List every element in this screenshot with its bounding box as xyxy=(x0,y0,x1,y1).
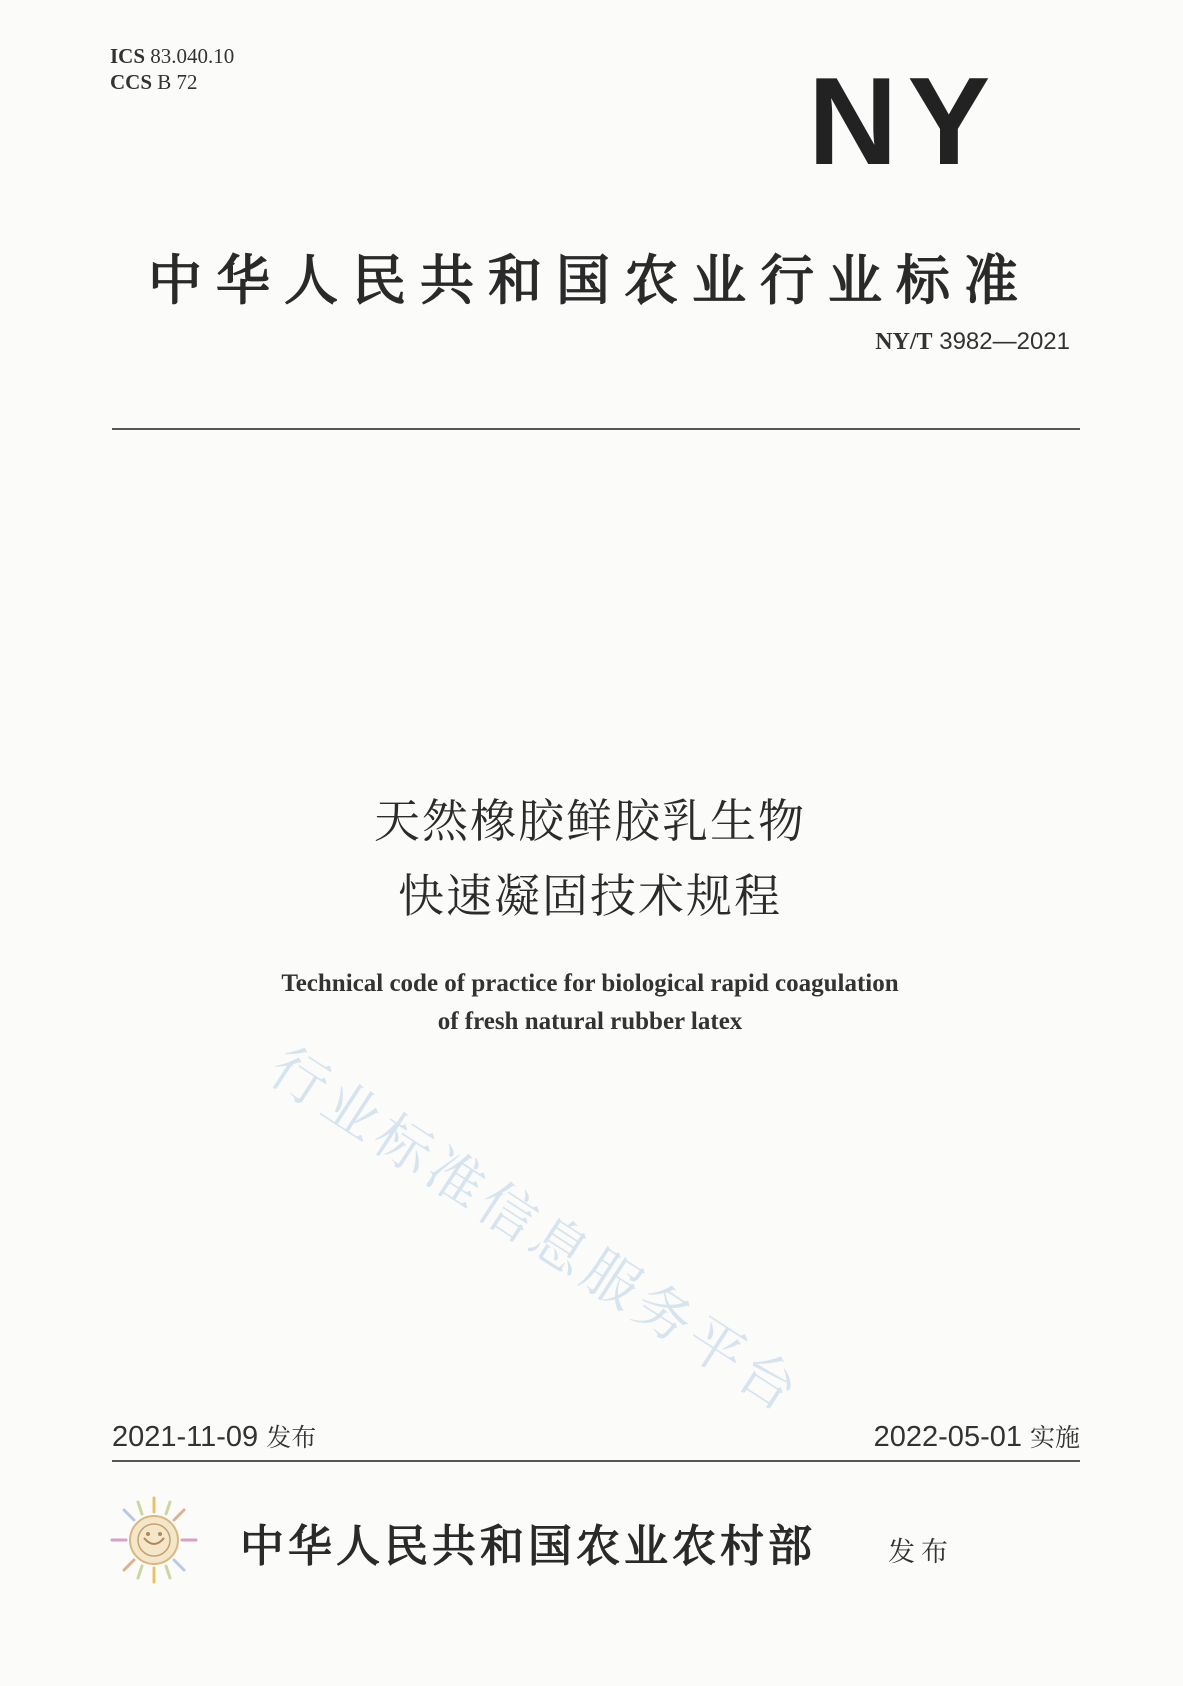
implementation-date-suffix: 实施 xyxy=(1029,1423,1080,1452)
ccs-value: B 72 xyxy=(157,70,198,94)
document-title-en-line-1: Technical code of practice for biological rapid coagulation xyxy=(281,970,899,997)
issuing-authority: 中华人民共和国农业农村部 xyxy=(240,1521,816,1572)
bottom-divider xyxy=(112,1460,1080,1462)
ministry-emblem-icon xyxy=(108,1494,200,1586)
ccs-code xyxy=(110,70,198,95)
issue-date-value: 2021-11-09 xyxy=(112,1421,259,1453)
document-title-zh-line-2: 快速凝固技术规程 xyxy=(398,869,782,923)
issuing-authority-suffix: 发布 xyxy=(888,1537,954,1568)
ics-code xyxy=(110,44,234,69)
standard-prefix: NY/T xyxy=(875,329,933,355)
watermark: 行业标准信息服务平台 xyxy=(258,1035,814,1428)
issue-date-suffix: 发布 xyxy=(266,1423,317,1452)
issue-date xyxy=(112,1418,316,1454)
ics-value: 83.040.10 xyxy=(150,44,235,68)
ny-logo: NY xyxy=(808,53,1001,191)
standard-code: 3982—2021 xyxy=(939,328,1070,355)
document-title-en-line-2: of fresh natural rubber latex xyxy=(437,1008,743,1035)
standard-category-title: 中华人民共和国农业行业标准 xyxy=(148,249,1032,312)
ccs-label: CCS xyxy=(110,70,153,94)
implementation-date-value: 2022-05-01 xyxy=(873,1421,1022,1453)
document-title-zh-line-1: 天然橡胶鲜胶乳生物 xyxy=(374,794,806,848)
top-divider xyxy=(112,428,1080,430)
ics-label: ICS xyxy=(110,44,146,68)
implementation-date xyxy=(874,1418,1080,1454)
standard-number xyxy=(800,328,1070,356)
